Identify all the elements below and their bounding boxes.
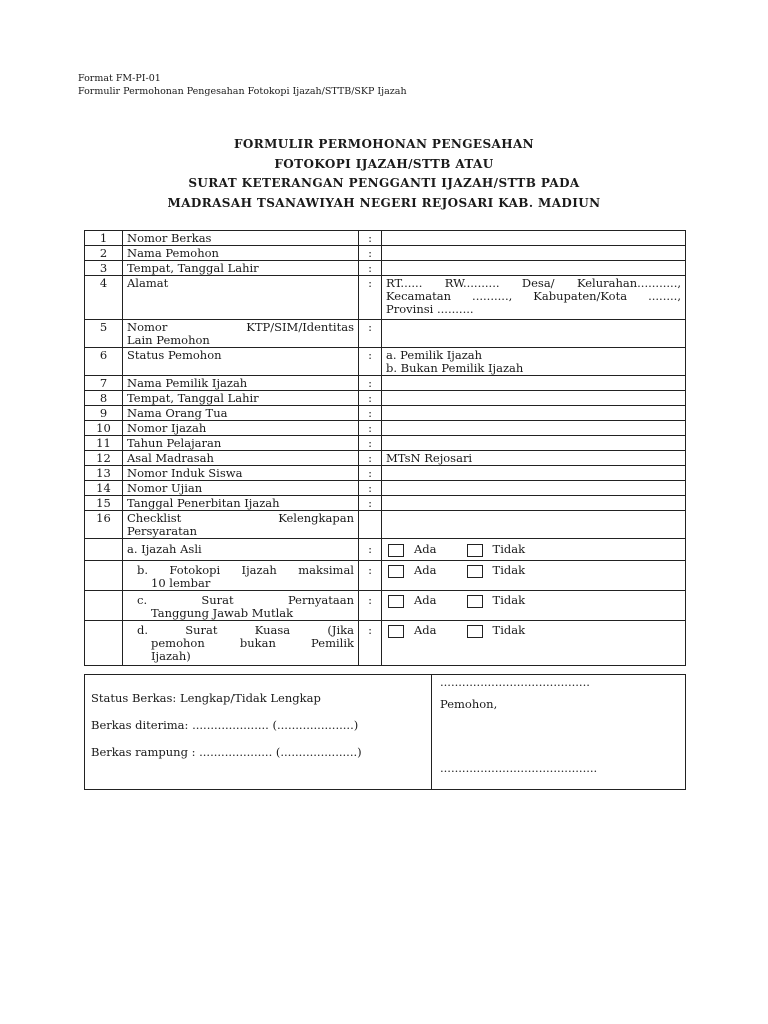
document-header bbox=[78, 72, 407, 98]
checklist-row bbox=[85, 621, 686, 666]
checklist-label-line-1: b. Fotokopi Ijazah maksimal bbox=[137, 563, 354, 577]
checklist-label bbox=[123, 621, 359, 666]
ada-label: Ada bbox=[414, 593, 437, 607]
alamat-field[interactable] bbox=[382, 276, 686, 320]
row-colon-empty bbox=[359, 511, 382, 539]
identitas-field[interactable] bbox=[382, 320, 686, 348]
nama-orang-tua-field[interactable] bbox=[382, 406, 686, 421]
berkas-diterima[interactable]: Berkas diterima: ..................... (.....................) bbox=[91, 718, 359, 732]
row-colon: : bbox=[359, 406, 382, 421]
option-bukan-pemilik[interactable]: b. Bukan Pemilik Ijazah bbox=[386, 361, 524, 375]
row-colon: : bbox=[359, 539, 382, 561]
signature-line[interactable]: ........................................... bbox=[440, 761, 598, 775]
title-line-4: MADRASAH TSANAWIYAH NEGERI REJOSARI KAB. MADIUN bbox=[167, 195, 601, 210]
alamat-line-1: RT...... RW.......... Desa/ Kelurahan..........., bbox=[386, 276, 681, 290]
row-colon: : bbox=[359, 391, 382, 406]
row-colon: : bbox=[359, 421, 382, 436]
row-label-line-1: Nomor KTP/SIM/Identitas bbox=[127, 320, 354, 334]
row-number: 7 bbox=[85, 376, 123, 391]
ttl-pemohon-field[interactable] bbox=[382, 261, 686, 276]
ada-checkbox[interactable] bbox=[388, 595, 404, 608]
row-label: Tempat, Tanggal Lahir bbox=[123, 391, 359, 406]
tidak-label: Tidak bbox=[492, 542, 526, 556]
row-colon: : bbox=[359, 591, 382, 621]
table-row bbox=[85, 421, 686, 436]
row-number: 10 bbox=[85, 421, 123, 436]
tidak-label: Tidak bbox=[492, 593, 526, 607]
ada-checkbox[interactable] bbox=[388, 544, 404, 557]
checklist-options bbox=[382, 591, 686, 621]
row-label: Nama Pemilik Ijazah bbox=[123, 376, 359, 391]
row-number: 11 bbox=[85, 436, 123, 451]
row-number: 9 bbox=[85, 406, 123, 421]
checklist-label-line-2: Tanggung Jawab Mutlak bbox=[151, 606, 294, 620]
row-colon: : bbox=[359, 231, 382, 246]
table-row bbox=[85, 320, 686, 348]
row-number: 4 bbox=[85, 276, 123, 320]
alamat-line-3: Provinsi .......... bbox=[386, 302, 474, 316]
ada-checkbox[interactable] bbox=[388, 625, 404, 638]
row-label bbox=[123, 511, 359, 539]
row-colon: : bbox=[359, 451, 382, 466]
form-name: Formulir Permohonan Pengesahan Fotokopi Ijazah/STTB/SKP Ijazah bbox=[78, 86, 407, 97]
nomor-ujian-field[interactable] bbox=[382, 481, 686, 496]
row-label: Alamat bbox=[123, 276, 359, 320]
row-number: 13 bbox=[85, 466, 123, 481]
title-line-2: FOTOKOPI IJAZAH/STTB ATAU bbox=[274, 156, 494, 171]
row-number-empty bbox=[85, 591, 123, 621]
tidak-checkbox[interactable] bbox=[467, 565, 483, 578]
row-colon: : bbox=[359, 320, 382, 348]
option-pemilik[interactable]: a. Pemilik Ijazah bbox=[386, 348, 483, 362]
row-label: Nomor Induk Siswa bbox=[123, 466, 359, 481]
status-pemohon-options[interactable] bbox=[382, 348, 686, 376]
checklist-label-line-1: d. Surat Kuasa (Jika bbox=[137, 623, 354, 637]
table-row bbox=[85, 246, 686, 261]
nama-pemilik-field[interactable] bbox=[382, 376, 686, 391]
ada-checkbox[interactable] bbox=[388, 565, 404, 578]
table-row bbox=[85, 451, 686, 466]
ada-label: Ada bbox=[414, 563, 437, 577]
row-number-empty bbox=[85, 561, 123, 591]
checklist-header-cell bbox=[382, 511, 686, 539]
alamat-line-2: Kecamatan .........., Kabupaten/Kota ........, bbox=[386, 289, 681, 303]
signature-section bbox=[432, 675, 686, 790]
row-label: Nomor Ujian bbox=[123, 481, 359, 496]
asal-madrasah-field[interactable]: MTsN Rejosari bbox=[382, 451, 686, 466]
checklist-label: a. Ijazah Asli bbox=[123, 539, 359, 561]
table-row bbox=[85, 276, 686, 320]
tidak-checkbox[interactable] bbox=[467, 595, 483, 608]
row-label-line-2: Persyaratan bbox=[127, 524, 198, 538]
row-colon: : bbox=[359, 376, 382, 391]
application-table bbox=[84, 230, 686, 666]
row-number: 1 bbox=[85, 231, 123, 246]
row-number: 16 bbox=[85, 511, 123, 539]
table-row bbox=[85, 376, 686, 391]
table-row bbox=[85, 391, 686, 406]
checklist-label bbox=[123, 561, 359, 591]
checklist-label-line-2: pemohon bukan Pemilik bbox=[151, 636, 354, 650]
checklist-row bbox=[85, 561, 686, 591]
tidak-checkbox[interactable] bbox=[467, 625, 483, 638]
checklist-row bbox=[85, 539, 686, 561]
status-berkas: Status Berkas: Lengkap/Tidak Lengkap bbox=[91, 691, 321, 705]
row-number: 15 bbox=[85, 496, 123, 511]
tidak-checkbox[interactable] bbox=[467, 544, 483, 557]
title-line-3: SURAT KETERANGAN PENGGANTI IJAZAH/STTB PADA bbox=[188, 176, 580, 190]
row-number-empty bbox=[85, 621, 123, 666]
row-label: Tanggal Penerbitan Ijazah bbox=[123, 496, 359, 511]
row-number: 3 bbox=[85, 261, 123, 276]
row-colon: : bbox=[359, 466, 382, 481]
row-number: 2 bbox=[85, 246, 123, 261]
nama-pemohon-field[interactable] bbox=[382, 246, 686, 261]
ttl-pemilik-field[interactable] bbox=[382, 391, 686, 406]
table-row bbox=[85, 511, 686, 539]
row-number: 5 bbox=[85, 320, 123, 348]
format-code: Format FM-PI-01 bbox=[78, 73, 161, 84]
row-colon: : bbox=[359, 436, 382, 451]
table-row bbox=[85, 261, 686, 276]
table-row bbox=[85, 496, 686, 511]
row-number: 6 bbox=[85, 348, 123, 376]
row-number: 8 bbox=[85, 391, 123, 406]
nis-field[interactable] bbox=[382, 466, 686, 481]
row-label bbox=[123, 320, 359, 348]
nomor-berkas-field[interactable] bbox=[382, 231, 686, 246]
row-number: 14 bbox=[85, 481, 123, 496]
checklist-row bbox=[85, 591, 686, 621]
checklist-options bbox=[382, 561, 686, 591]
processing-table bbox=[84, 674, 686, 790]
row-label: Nama Pemohon bbox=[123, 246, 359, 261]
nomor-ijazah-field[interactable] bbox=[382, 421, 686, 436]
row-label-line-2: Lain Pemohon bbox=[127, 333, 210, 347]
row-colon: : bbox=[359, 561, 382, 591]
status-section bbox=[85, 675, 432, 790]
checklist-label-line-3: Ijazah) bbox=[151, 649, 191, 663]
checklist-label-line-1: c. Surat Pernyataan bbox=[137, 593, 354, 607]
table-row bbox=[85, 481, 686, 496]
checklist-options bbox=[382, 621, 686, 666]
tidak-label: Tidak bbox=[492, 623, 526, 637]
tidak-label: Tidak bbox=[492, 563, 526, 577]
row-colon: : bbox=[359, 621, 382, 666]
date-line[interactable]: ......................................... bbox=[440, 675, 590, 689]
row-number: 12 bbox=[85, 451, 123, 466]
ada-label: Ada bbox=[414, 623, 437, 637]
row-label: Nomor Berkas bbox=[123, 231, 359, 246]
row-label: Tahun Pelajaran bbox=[123, 436, 359, 451]
row-label: Status Pemohon bbox=[123, 348, 359, 376]
row-label-line-1: Checklist Kelengkapan bbox=[127, 511, 354, 525]
row-colon: : bbox=[359, 261, 382, 276]
pemohon-label: Pemohon, bbox=[440, 697, 498, 711]
row-colon: : bbox=[359, 276, 382, 320]
row-colon: : bbox=[359, 348, 382, 376]
row-label: Nomor Ijazah bbox=[123, 421, 359, 436]
row-label: Tempat, Tanggal Lahir bbox=[123, 261, 359, 276]
checklist-options bbox=[382, 539, 686, 561]
table-row bbox=[85, 348, 686, 376]
tanggal-penerbitan-field[interactable] bbox=[382, 496, 686, 511]
row-number-empty bbox=[85, 539, 123, 561]
table-row bbox=[85, 231, 686, 246]
row-colon: : bbox=[359, 496, 382, 511]
tahun-pelajaran-field[interactable] bbox=[382, 436, 686, 451]
checklist-label bbox=[123, 591, 359, 621]
checklist-label-line-2: 10 lembar bbox=[151, 576, 211, 590]
berkas-rampung[interactable]: Berkas rampung : .................... (.....................) bbox=[91, 745, 362, 759]
table-row bbox=[85, 466, 686, 481]
row-label: Nama Orang Tua bbox=[123, 406, 359, 421]
ada-label: Ada bbox=[414, 542, 437, 556]
table-row bbox=[85, 406, 686, 421]
row-colon: : bbox=[359, 246, 382, 261]
form-title bbox=[0, 135, 768, 213]
row-colon: : bbox=[359, 481, 382, 496]
table-row bbox=[85, 436, 686, 451]
title-line-1: FORMULIR PERMOHONAN PENGESAHAN bbox=[233, 137, 535, 151]
row-label: Asal Madrasah bbox=[123, 451, 359, 466]
